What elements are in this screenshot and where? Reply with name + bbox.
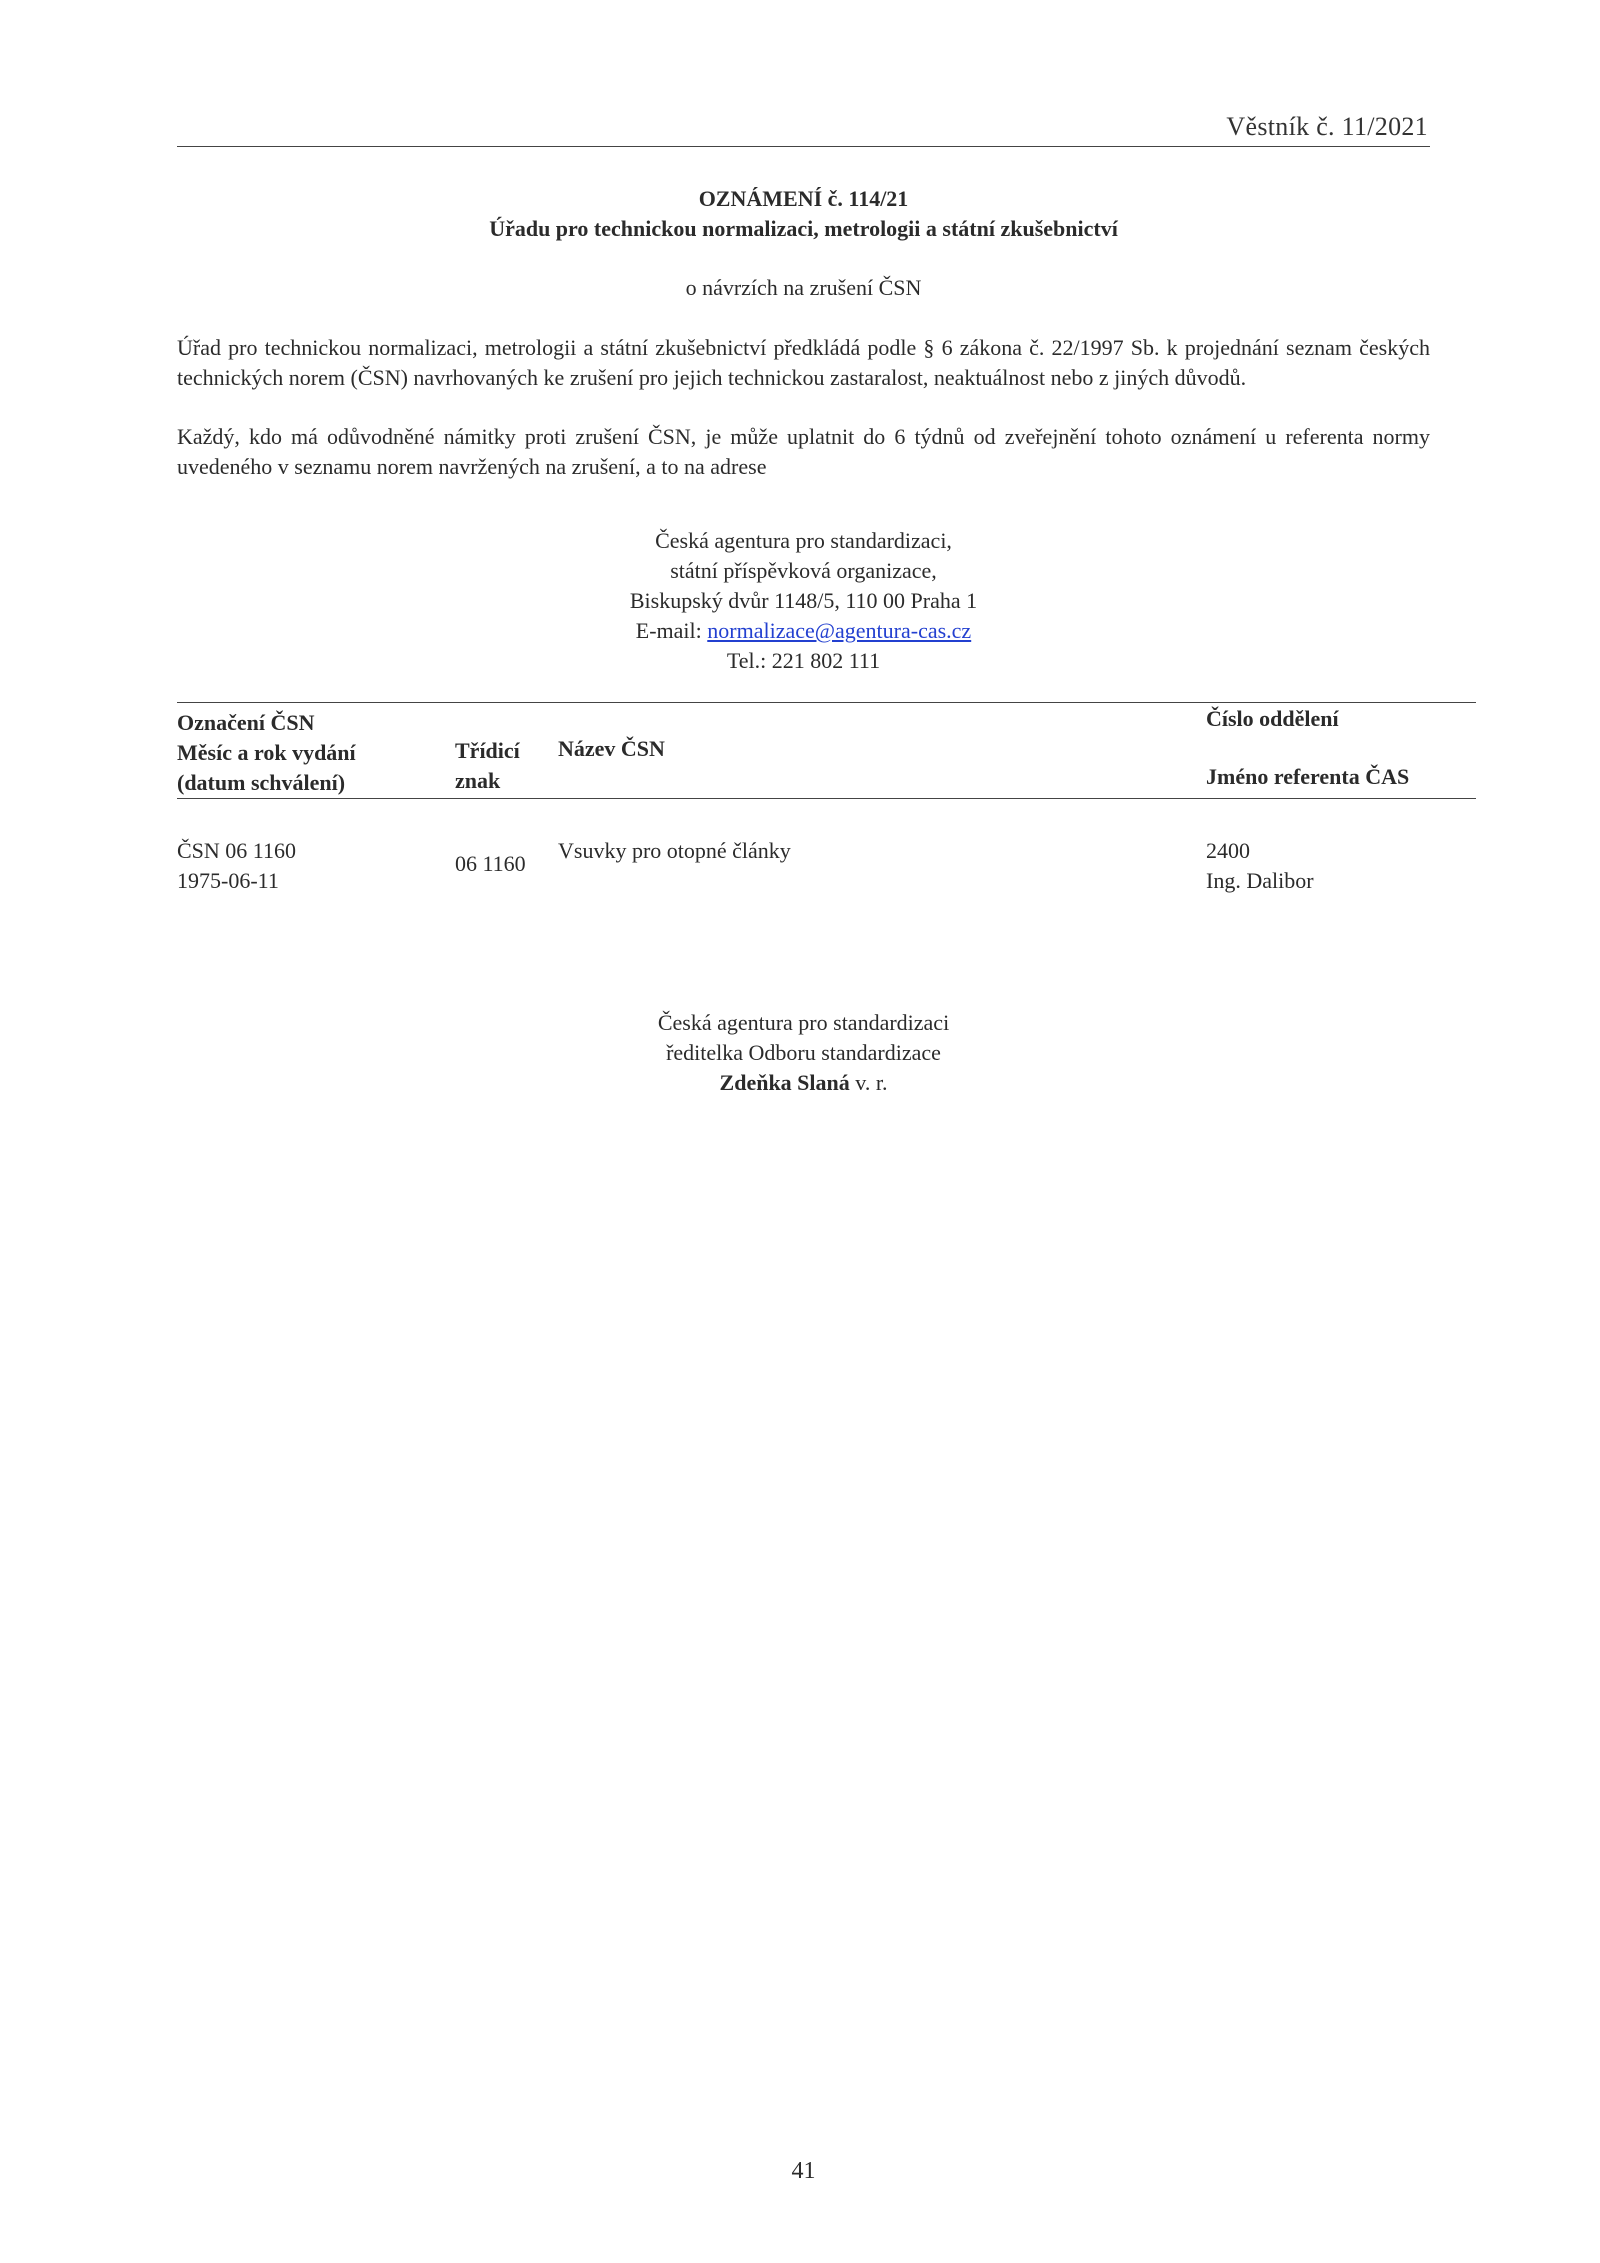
header-csn	[177, 708, 356, 798]
notice-number: OZNÁMENÍ č. 114/21	[698, 186, 909, 211]
bulletin-title: Věstník č. 11/2021	[1226, 112, 1428, 141]
row-csn-designation: ČSN 06 1160	[177, 838, 296, 863]
header-classification-line1: Třídicí	[455, 738, 520, 763]
email-link[interactable]: normalizace@agentura-cas.cz	[707, 618, 972, 643]
table-header-rule	[177, 798, 1476, 799]
header-csn-month-year: Měsíc a rok vydání	[177, 740, 356, 765]
row-referent-name: Ing. Dalibor	[1206, 868, 1314, 893]
table-row-csn	[177, 836, 296, 896]
header-classification	[455, 736, 520, 796]
signature-role: ředitelka Odboru standardizace	[666, 1040, 941, 1065]
row-csn-date: 1975-06-11	[177, 868, 279, 893]
signature-org: Česká agentura pro standardizaci	[657, 1010, 950, 1035]
signature-name: Zdeňka Slaná	[719, 1070, 850, 1095]
table-row-department	[1206, 836, 1314, 896]
header-name: Název ČSN	[558, 736, 665, 761]
row-department-number: 2400	[1206, 838, 1250, 863]
signature-suffix: v. r.	[849, 1070, 888, 1095]
header-department: Číslo oddělení	[1206, 706, 1339, 731]
header-divider	[177, 146, 1430, 147]
row-standard-name: Vsuvky pro otopné články	[558, 838, 791, 863]
signature-name-row	[177, 1068, 1430, 1098]
address-phone: Tel.: 221 802 111	[726, 648, 881, 673]
header-csn-approval: (datum schválení)	[177, 770, 346, 795]
email-label: E-mail:	[635, 618, 708, 643]
table-top-rule	[177, 702, 1476, 703]
header-csn-designation: Označení ČSN	[177, 710, 315, 735]
row-classification-code: 06 1160	[455, 851, 526, 876]
address-block	[177, 526, 1430, 676]
notice-subject: o návrzích na zrušení ČSN	[685, 275, 922, 300]
objection-paragraph: Každý, kdo má odůvodněné námitky proti zrušení ČSN, je může uplatnit do 6 týdnů od zveřejnění tohoto oznámení u referenta normy uvedeného v seznamu norem navržených na zrušení, a to na adrese	[177, 424, 1430, 479]
notice-authority: Úřadu pro technickou normalizaci, metrologii a státní zkušebnictví	[489, 216, 1118, 241]
header-referent: Jméno referenta ČAS	[1206, 764, 1410, 789]
header-classification-line2: znak	[455, 768, 501, 793]
address-line-street: Biskupský dvůr 1148/5, 110 00 Praha 1	[629, 588, 978, 613]
address-line-org: Česká agentura pro standardizaci,	[655, 528, 952, 553]
signature-block	[177, 1008, 1430, 1098]
address-email-row	[177, 616, 1430, 646]
intro-paragraph: Úřad pro technickou normalizaci, metrologii a státní zkušebnictví předkládá podle § 6 zákona č. 22/1997 Sb. k projednání seznam českých technických norem (ČSN) navrhovaných ke zrušení pro jejich technickou zastaralost, neaktuálnost nebo z jiných důvodů.	[177, 335, 1430, 390]
page-number: 41	[791, 2158, 816, 2184]
address-line-type: státní příspěvková organizace,	[670, 558, 937, 583]
